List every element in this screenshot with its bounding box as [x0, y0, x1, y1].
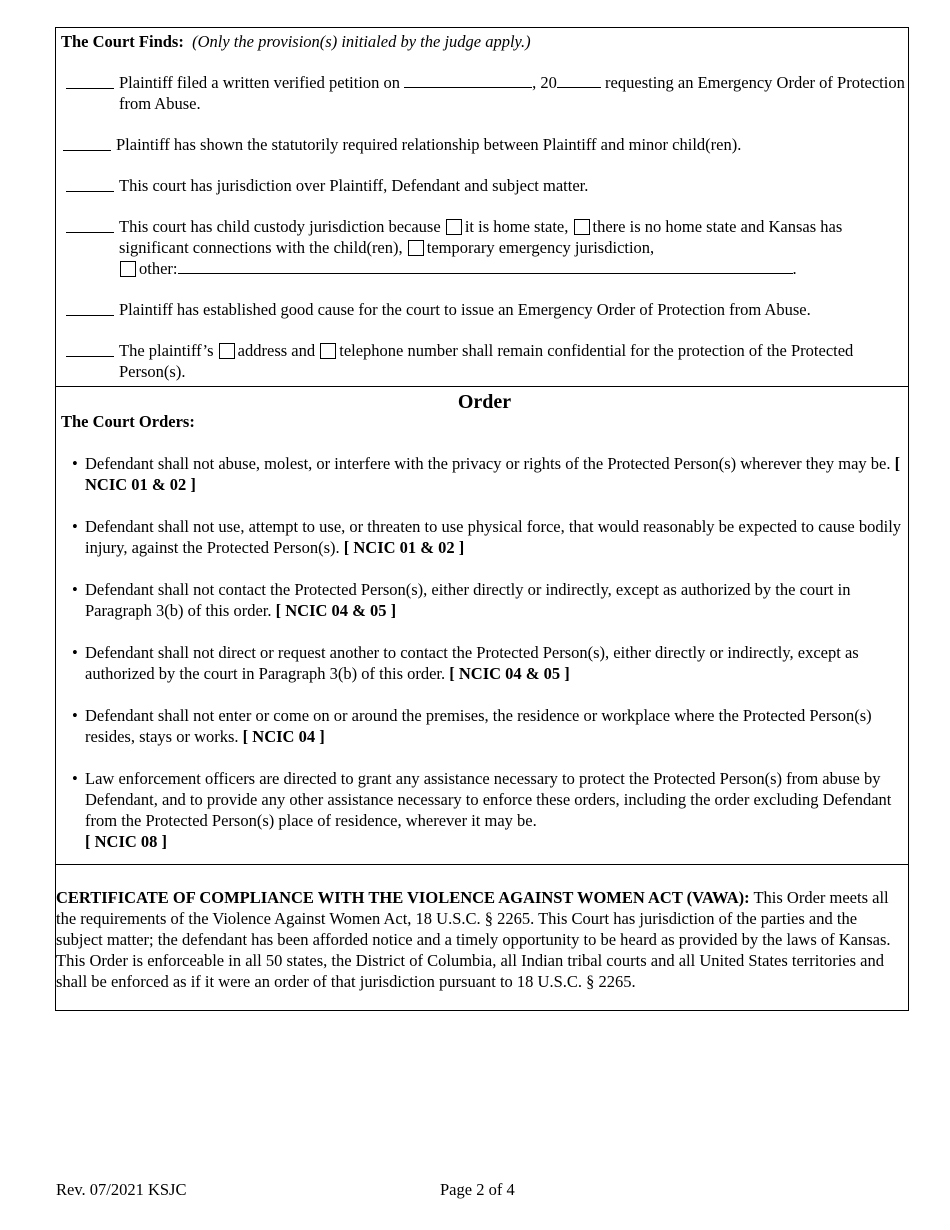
- findings-instruction: (Only the provision(s) initialed by the judge apply.): [192, 32, 531, 51]
- address-checkbox[interactable]: [219, 343, 235, 359]
- revision-label: Rev. 07/2021 KSJC: [56, 1180, 187, 1199]
- no-home-state-label: there is no home state and Kansas has significant connections with the child(ren),: [119, 217, 843, 257]
- order-item: [61, 453, 908, 495]
- vawa-heading: CERTIFICATE OF COMPLIANCE WITH THE VIOLENCE AGAINST WOMEN ACT (VAWA):: [56, 888, 750, 907]
- order-text: Defendant shall not abuse, molest, or interfere with the privacy or rights of the Protected Person(s) wherever they may be.: [85, 454, 891, 473]
- relationship-text: Plaintiff has shown the statutorily required relationship between Plaintiff and minor child(ren).: [116, 135, 742, 154]
- order-text: Defendant shall not direct or request another to contact the Protected Person(s), either directly or indirectly, except as authorized by the court in Paragraph 3(b) of this order.: [85, 643, 859, 683]
- bullet-icon: •: [72, 706, 78, 725]
- order-text: Defendant shall not contact the Protected Person(s), either directly or indirectly, except as authorized by the court in Paragraph 3(b) of this order.: [85, 580, 851, 620]
- court-findings-section: [56, 28, 908, 387]
- temporary-emergency-label: temporary emergency jurisdiction,: [426, 238, 655, 257]
- page-number: Page 2 of 4: [440, 1180, 515, 1199]
- ncic-code: [ NCIC 04 & 05 ]: [275, 601, 397, 620]
- order-text: Defendant shall not use, attempt to use, or threaten to use physical force, that would reasonably be expected to cause bodily injury, against the Protected Person(s).: [85, 517, 902, 557]
- other-period: .: [792, 259, 797, 278]
- ncic-code: [ NCIC 01 & 02 ]: [85, 454, 901, 494]
- telephone-label: telephone number shall remain confidential for the protection of the Protected Person(s).: [119, 341, 854, 381]
- ncic-code: [ NCIC 08 ]: [85, 832, 168, 851]
- form-frame: [55, 27, 909, 1011]
- finding-jurisdiction: [61, 175, 908, 196]
- finding-relationship: [61, 134, 908, 155]
- bullet-icon: •: [72, 517, 78, 536]
- order-item: [61, 642, 908, 684]
- vawa-body: This Order meets all the requirements of the Violence Against Women Act, 18 U.S.C. § 2265. This Court has jurisdiction of the parties and the subject matter; the defendant has been afforded notice and a timely opportunity to be heard as provided by the laws of Kansas. This Order is enforceable in all 50 states, the District of Columbia, all Indian tribal courts and all United States territories and shall be enforced as if it were an order of that jurisdiction pursuant to 18 U.S.C. § 2265.: [56, 888, 891, 991]
- findings-header: [61, 31, 908, 52]
- petition-year-blank[interactable]: [557, 73, 601, 88]
- order-text: Defendant shall not enter or come on or around the premises, the residence or workplace where the Protected Person(s) resides, stays or works.: [85, 706, 872, 746]
- order-item: [61, 579, 908, 621]
- page-footer: [56, 1179, 908, 1199]
- order-item: [61, 768, 908, 852]
- order-section: [56, 389, 908, 865]
- petition-date-blank[interactable]: [404, 73, 532, 88]
- order-item: [61, 705, 908, 747]
- initial-blank-confidential[interactable]: [66, 340, 114, 357]
- initial-blank-good-cause[interactable]: [66, 299, 114, 316]
- petition-text: Plaintiff filed a written verified petition on: [119, 73, 401, 92]
- jurisdiction-text: This court has jurisdiction over Plaintiff, Defendant and subject matter.: [119, 176, 589, 195]
- bullet-icon: •: [72, 643, 78, 662]
- custody-intro: This court has child custody jurisdiction because: [119, 217, 441, 236]
- telephone-checkbox[interactable]: [320, 343, 336, 359]
- initial-blank-petition[interactable]: [66, 72, 114, 89]
- findings-heading: The Court Finds:: [61, 32, 184, 51]
- initial-blank-custody[interactable]: [66, 216, 114, 233]
- home-state-checkbox[interactable]: [446, 219, 462, 235]
- finding-confidential: [61, 340, 908, 382]
- order-item: [61, 516, 908, 558]
- order-list: [61, 453, 908, 852]
- ncic-code: [ NCIC 04 & 05 ]: [449, 664, 570, 683]
- bullet-icon: •: [72, 580, 78, 599]
- order-text: Law enforcement officers are directed to grant any assistance necessary to protect the Protected Person(s) from abuse by Defendant, and to provide any other assistance necessary to enforce these orders, including the order excluding Defendant from the Protected Person(s) place of residence, wherever it may be.: [85, 769, 892, 830]
- good-cause-text: Plaintiff has established good cause for the court to issue an Emergency Order of Protection from Abuse.: [119, 300, 811, 319]
- temporary-emergency-checkbox[interactable]: [408, 240, 424, 256]
- address-label: address and: [237, 341, 316, 360]
- other-label: other:: [139, 259, 178, 278]
- other-blank[interactable]: [178, 259, 793, 274]
- bullet-icon: •: [72, 454, 78, 473]
- vawa-certificate: [56, 865, 908, 1010]
- initial-blank-jurisdiction[interactable]: [66, 175, 114, 192]
- no-home-state-checkbox[interactable]: [574, 219, 590, 235]
- finding-good-cause: [61, 299, 908, 320]
- order-title: Order: [457, 391, 512, 413]
- finding-petition: [61, 72, 908, 114]
- home-state-label: it is home state,: [464, 217, 569, 236]
- other-checkbox[interactable]: [120, 261, 136, 277]
- initial-blank-relationship[interactable]: [63, 134, 111, 151]
- bullet-icon: •: [72, 769, 78, 788]
- finding-custody: [61, 216, 908, 279]
- court-orders-heading: The Court Orders:: [61, 412, 195, 431]
- petition-request-text: requesting an Emergency Order of Protection from Abuse.: [119, 73, 905, 113]
- confidential-text-a: The plaintiff’s: [119, 341, 214, 360]
- ncic-code: [ NCIC 04 ]: [242, 727, 325, 746]
- ncic-code: [ NCIC 01 & 02 ]: [343, 538, 465, 557]
- petition-year-prefix: , 20: [532, 73, 557, 92]
